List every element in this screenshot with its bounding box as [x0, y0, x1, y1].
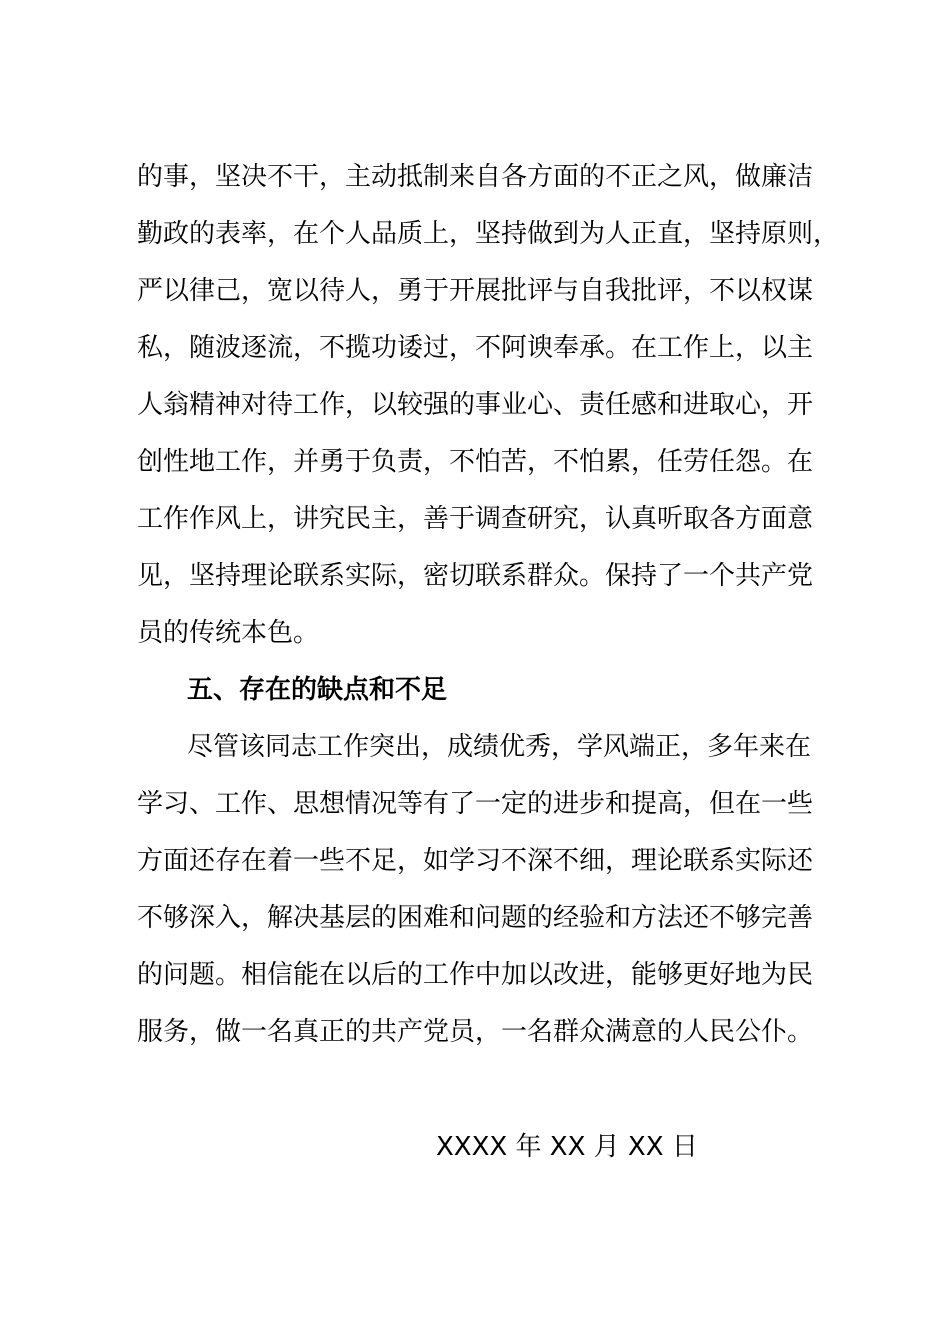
paragraph-line: 创性地工作，并勇于负责，不怕苦，不怕累，任劳任怨。在 [137, 447, 814, 477]
paragraph-line: 学习、工作、思想情况等有了一定的进步和提高，但在一些 [137, 789, 814, 819]
paragraph-line: 的事，坚决不干，主动抵制来自各方面的不正之风，做廉洁 [137, 162, 814, 192]
paragraph-line: 员的传统本色。 [137, 618, 320, 648]
paragraph-line: 工作作风上，讲究民主，善于调查研究，认真听取各方面意 [137, 504, 814, 534]
paragraph-line: 尽管该同志工作突出，成绩优秀，学风端正，多年来在 [187, 732, 812, 762]
paragraph-line: 人翁精神对待工作，以较强的事业心、责任感和进取心，开 [137, 390, 814, 420]
paragraph-line: 勤政的表率，在个人品质上，坚持做到为人正直，坚持原则， [137, 219, 840, 249]
paragraph-line: 私，随波逐流，不揽功诿过，不阿谀奉承。在工作上，以主 [137, 333, 814, 363]
paragraph-line: 的问题。相信能在以后的工作中加以改进，能够更好地为民 [137, 960, 814, 990]
document-date: XXXX 年 XX 月 XX 日 [436, 1132, 698, 1162]
paragraph-line: 方面还存在着一些不足，如学习不深不细，理论联系实际还 [137, 846, 814, 876]
paragraph-line: 严以律己，宽以待人，勇于开展批评与自我批评，不以权谋 [137, 276, 814, 306]
paragraph-line: 不够深入，解决基层的困难和问题的经验和方法还不够完善 [137, 903, 814, 933]
paragraph-line: 见，坚持理论联系实际，密切联系群众。保持了一个共产党 [137, 561, 814, 591]
paragraph-line: 服务，做一名真正的共产党员，一名群众满意的人民公仆。 [137, 1017, 814, 1047]
section-heading: 五、存在的缺点和不足 [187, 675, 448, 705]
